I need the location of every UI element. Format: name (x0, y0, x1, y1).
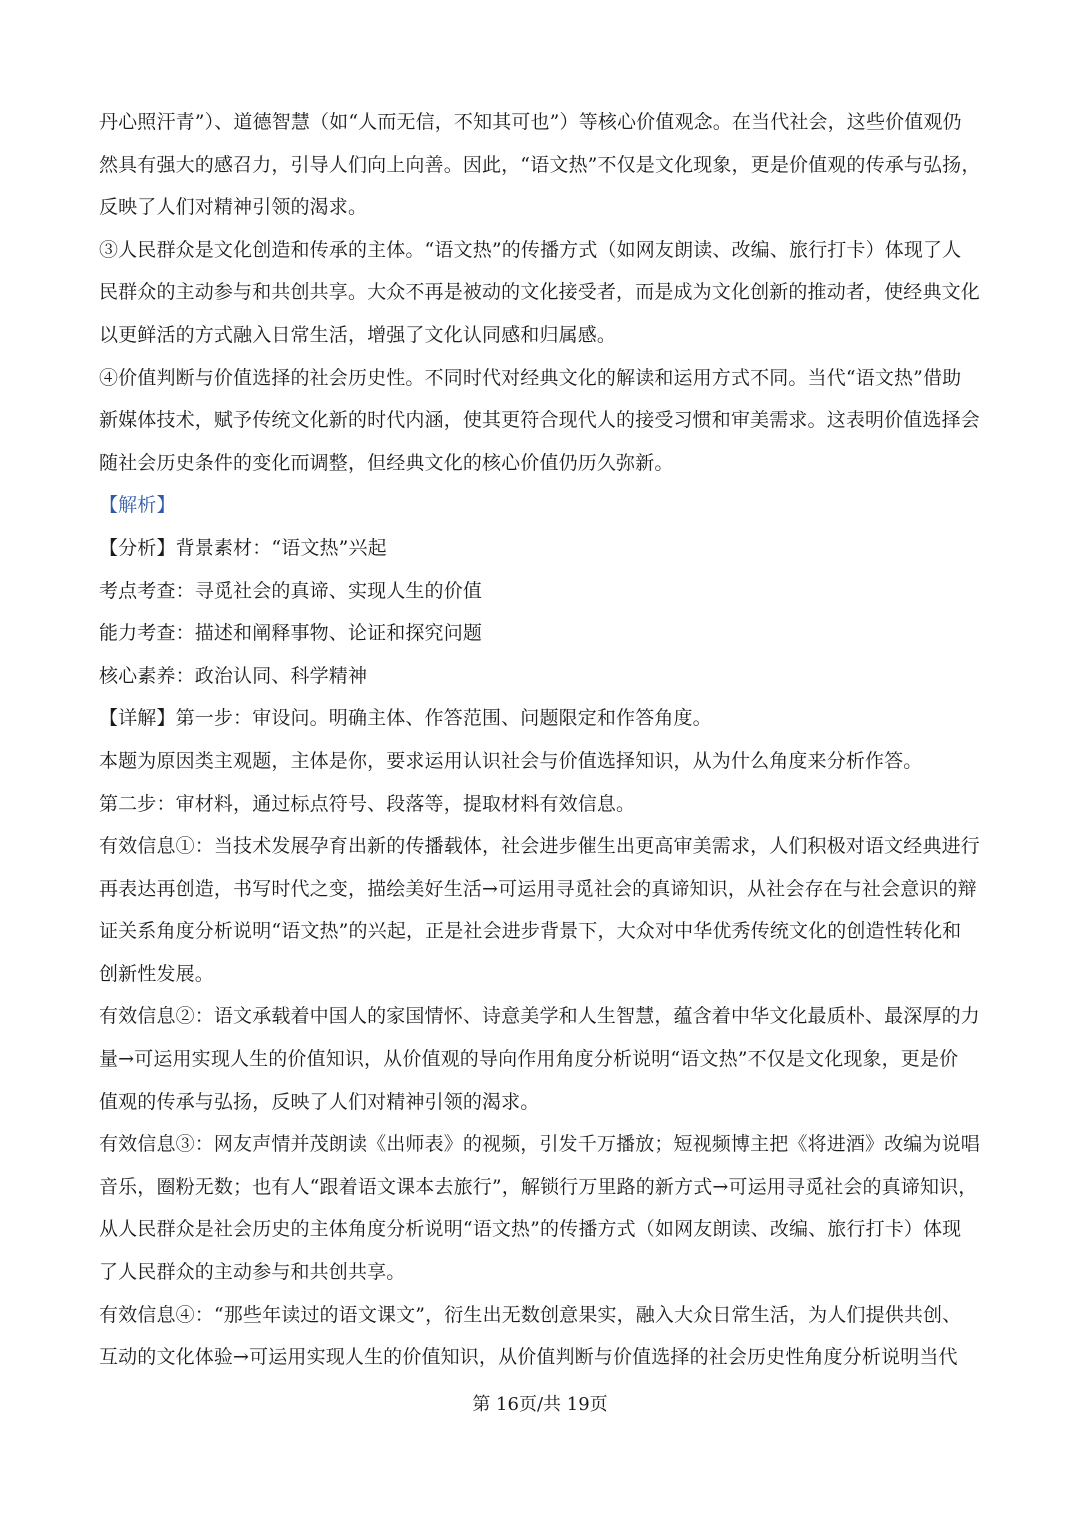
text-line: 音乐，圈粉无数；也有人“跟着语文课本去旅行”，解锁行万里路的新方式→可运用寻觅社会的真谛知识， (99, 1175, 978, 1198)
text-line: ④价值判断与价值选择的社会历史性。不同时代对经典文化的解读和运用方式不同。当代“语文热”借助 (99, 366, 962, 389)
text-line: 考点考查：寻觅社会的真谛、实现人生的价值 (99, 579, 483, 602)
text-line: 创新性发展。 (99, 962, 214, 985)
text-line: 【分析】背景素材：“语文热”兴起 (99, 536, 387, 559)
text-line: 值观的传承与弘扬，反映了人们对精神引领的渴求。 (99, 1090, 540, 1113)
text-line: 第二步：审材料，通过标点符号、段落等，提取材料有效信息。 (99, 792, 636, 815)
section-heading-analysis: 【解析】 (99, 494, 176, 517)
text-line: 民群众的主动参与和共创共享。大众不再是被动的文化接受者，而是成为文化创新的推动者，使经典文化 (99, 281, 980, 304)
text-line: ③人民群众是文化创造和传承的主体。“语文热”的传播方式（如网友朗读、改编、旅行打卡）体现了人 (99, 238, 962, 261)
text-line: 证关系角度分析说明“语文热”的兴起，正是社会进步背景下，大众对中华优秀传统文化的创造性转化和 (99, 920, 962, 943)
text-line: 核心素养：政治认同、科学精神 (99, 664, 368, 687)
text-line: 【详解】第一步：审设问。明确主体、作答范围、问题限定和作答角度。 (99, 707, 712, 730)
text-line: 有效信息①：当技术发展孕育出新的传播载体，社会进步催生出更高审美需求，人们积极对语文经典进行 (99, 835, 980, 858)
text-line: 有效信息②：语文承载着中国人的家国情怀、诗意美学和人生智慧，蕴含着中华文化最质朴、最深厚的力 (99, 1005, 980, 1028)
text-line: 再表达再创造，书写时代之变，描绘美好生活→可运用寻觅社会的真谛知识，从社会存在与社会意识的辩 (99, 877, 977, 900)
text-line: 本题为原因类主观题，主体是你，要求运用认识社会与价值选择知识，从为什么角度来分析作答。 (99, 749, 923, 772)
text-line: 然具有强大的感召力，引导人们向上向善。因此，“语文热”不仅是文化现象，更是价值观的传承与弘扬， (99, 153, 981, 176)
text-line: 丹心照汗青”）、道德智慧（如“人而无信，不知其可也”）等核心价值观念。在当代社会，这些价值观仍 (99, 111, 962, 133)
text-line: 互动的文化体验→可运用实现人生的价值知识，从价值判断与价值选择的社会历史性角度分析说明当代 (99, 1346, 958, 1369)
text-line: 了人民群众的主动参与和共创共享。 (99, 1261, 406, 1284)
text-line: 有效信息③：网友声情并茂朗读《出师表》的视频，引发千万播放；短视频博主把《将进酒》改编为说唱 (99, 1133, 980, 1156)
text-line: 量→可运用实现人生的价值知识，从价值观的导向作用角度分析说明“语文热”不仅是文化现象，更是价 (99, 1048, 959, 1071)
text-line: 能力考查：描述和阐释事物、论证和探究问题 (99, 622, 483, 645)
document-body (99, 101, 984, 1379)
text-line: 有效信息④：“那些年读过的语文课文”，衍生出无数创意果实，融入大众日常生活，为人们提供共创、 (99, 1303, 962, 1326)
text-line: 随社会历史条件的变化而调整，但经典文化的核心价值仍历久弥新。 (99, 451, 674, 474)
text-line: 以更鲜活的方式融入日常生活，增强了文化认同感和归属感。 (99, 323, 617, 346)
text-line: 反映了人们对精神引领的渴求。 (99, 196, 368, 219)
text-line: 新媒体技术，赋予传统文化新的时代内涵，使其更符合现代人的接受习惯和审美需求。这表明价值选择会 (99, 409, 980, 432)
page-number-footer: 第 16页/共 19页 (472, 1394, 608, 1415)
text-line: 从人民群众是社会历史的主体角度分析说明“语文热”的传播方式（如网友朗读、改编、旅行打卡）体现 (99, 1218, 962, 1241)
